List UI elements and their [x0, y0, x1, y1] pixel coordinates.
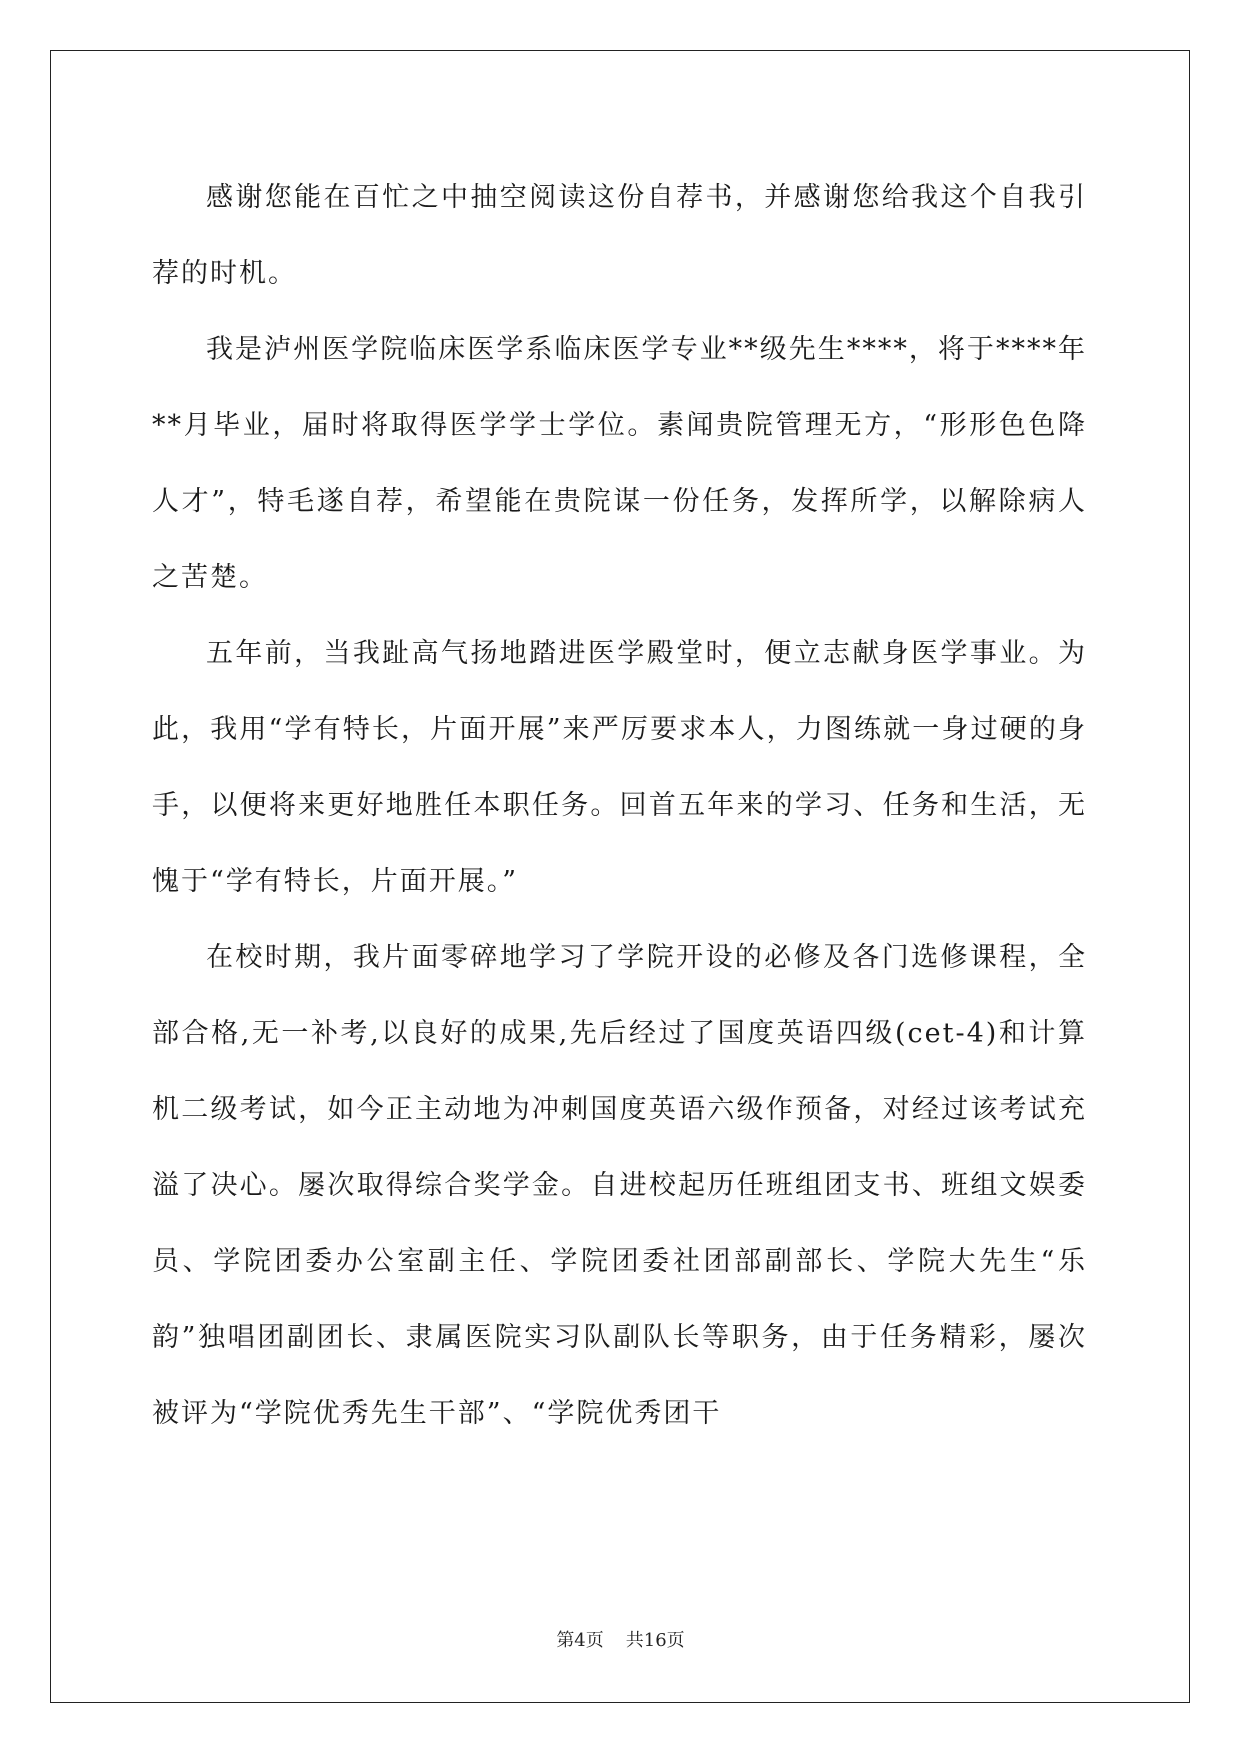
page-total: 共16页	[625, 1630, 685, 1651]
paragraph-2: 我是泸州医学院临床医学系临床医学专业**级先生****，将于****年**月毕业，届时将取得医学学士学位。素闻贵院管理无方，“形形色色降人才”，特毛遂自荐，希望能在贵院谋一份任务，发挥所学，以解除病人之苦楚。	[152, 334, 1087, 593]
paragraph-1: 感谢您能在百忙之中抽空阅读这份自荐书，并感谢您给我这个自我引荐的时机。	[152, 182, 1087, 289]
page-footer	[0, 1626, 1241, 1652]
paragraph-4: 在校时期，我片面零碎地学习了学院开设的必修及各门选修课程，全部合格,无一补考,以良好的成果,先后经过了国度英语四级(cet-4)和计算机二级考试，如今正主动地为冲刺国度英语六级作预备，对经过该考试充溢了决心。屡次取得综合奖学金。自进校起历任班组团支书、班组文娱委员、学院团委办公室副主任、学院团委社团部副部长、学院大先生“乐韵”独唱团副团长、隶属医院实习队副队长等职务，由于任务精彩，屡次被评为“学院优秀先生干部”、“学院优秀团干	[152, 942, 1087, 1429]
paragraph-3: 五年前，当我趾高气扬地踏进医学殿堂时，便立志献身医学事业。为此，我用“学有特长，片面开展”来严厉要求本人，力图练就一身过硬的身手，以便将来更好地胜任本职任务。回首五年来的学习、任务和生活，无愧于“学有特长，片面开展。”	[152, 638, 1087, 897]
document-body	[152, 160, 1087, 1452]
page-number: 第4页	[556, 1630, 604, 1651]
